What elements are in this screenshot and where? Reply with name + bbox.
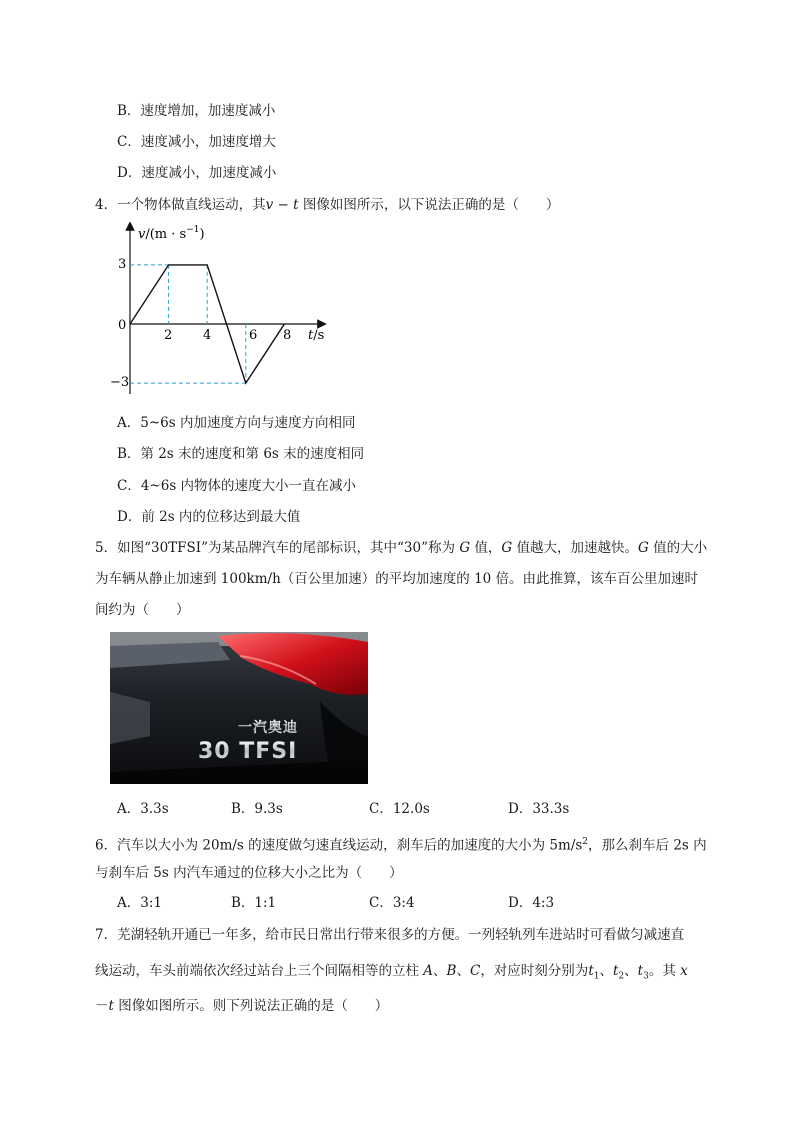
v-t-graph [110, 222, 340, 402]
q4-option-a: A．5~6s 内加速度方向与速度方向相同 [117, 415, 356, 431]
q3-option-b: B．速度增加，加速度减小 [117, 103, 276, 119]
q5-option-d: D．33.3s [508, 801, 570, 817]
q6-option-d: D．4:3 [508, 895, 555, 911]
q7-stem-line3: －t 图像如图所示。则下列说法正确的是（ ） [95, 998, 389, 1014]
q5-option-b: B．9.3s [231, 801, 283, 817]
x-tick-2: 2 [164, 328, 173, 343]
x-axis-label: t/s [308, 328, 325, 343]
x-tick-4: 4 [203, 328, 212, 343]
car-badge-photo [110, 632, 368, 784]
q4-option-b: B．第 2s 末的速度和第 6s 末的速度相同 [117, 446, 365, 462]
q6-stem-line1: 6．汽车以大小为 20m/s 的速度做匀速直线运动，刹车后的加速度的大小为 $5m/s^2$，那么刹车后 2s 内 [95, 837, 707, 854]
q6-option-a: A．3:1 [117, 895, 162, 911]
q4-option-c: C．4~6s 内物体的速度大小一直在减小 [117, 478, 357, 494]
badge-model: 30 TFSI [198, 739, 298, 764]
q5-option-c: C．12.0s [369, 801, 430, 817]
q6-stem-line2: 与刹车后 5s 内汽车通过的位移大小之比为（ ） [95, 865, 403, 881]
badge-brand: 一汽奥迪 [238, 720, 298, 736]
q6-option-b: B．1:1 [231, 895, 277, 911]
q5-stem-line3: 间约为（ ） [95, 602, 190, 618]
y-tick-neg3: −3 [110, 375, 130, 390]
q6-option-c: C．3:4 [369, 895, 415, 911]
q5-stem-line1: 5．如图“30TFSI”为某品牌汽车的尾部标识，其中“30”称为 G 值，G 值越大，加速越快。G 值的大小 [95, 540, 708, 556]
q4-stem: 4．一个物体做直线运动，其v − t 图像如图所示，以下说法正确的是（ ） [95, 197, 560, 213]
q3-option-c: C．速度减小，加速度增大 [117, 134, 276, 150]
q5-stem-line2: 为车辆从静止加速到 100km/h（百公里加速）的平均加速度的 10 倍。由此推算，该车百公里加速时 [95, 571, 699, 587]
q4-option-d: D．前 2s 内的位移达到最大值 [117, 509, 301, 525]
y-tick-3: 3 [118, 257, 127, 272]
y-axis-label: $v/(m \cdot s^{-1})$ [138, 225, 205, 242]
q5-option-a: A．3.3s [117, 801, 169, 817]
q7-stem-line1: 7．芜湖轻轨开通已一年多，给市民日常出行带来很多的方便。一列轻轨列车进站时可看做匀减速直 [95, 927, 685, 943]
q3-option-d: D．速度减小，加速度减小 [117, 165, 277, 181]
x-tick-6: 6 [249, 328, 258, 343]
x-tick-8: 8 [283, 328, 292, 343]
q7-stem-line2: 线运动，车头前端依次经过站台上三个间隔相等的立柱 A、B、C，对应时刻分别为$t_1$、$t_2$、$t_3$。其 x [95, 963, 688, 982]
origin-label: 0 [118, 318, 127, 333]
